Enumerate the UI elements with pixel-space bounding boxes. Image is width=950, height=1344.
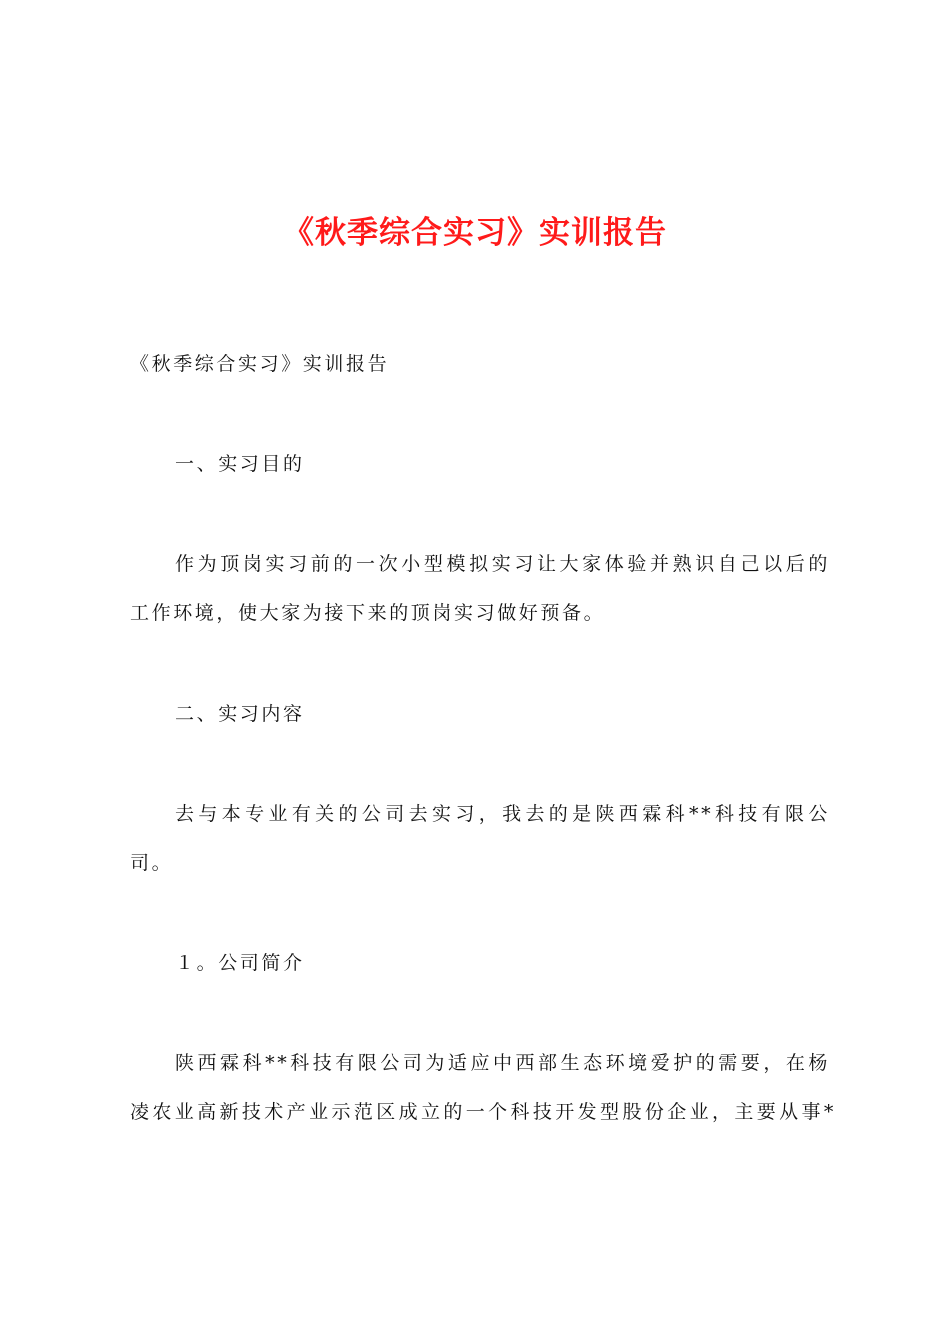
paragraph-line: 凌农业高新技术产业示范区成立的一个科技开发型股份企业，主要从事* bbox=[130, 1101, 836, 1123]
paragraph-line: 工作环境，使大家为接下来的顶岗实习做好预备。 bbox=[130, 602, 606, 624]
subsection-heading-company-intro: １。公司简介 bbox=[175, 952, 305, 974]
paragraph-line: 司。 bbox=[130, 852, 174, 874]
document-subtitle: 《秋季综合实习》实训报告 bbox=[130, 353, 390, 375]
document-title: 《秋季综合实习》实训报告 bbox=[283, 215, 667, 251]
section-heading-purpose: 一、实习目的 bbox=[175, 453, 305, 475]
paragraph-line: 陕西霖科**科技有限公司为适应中西部生态环境爱护的需要，在杨 bbox=[175, 1052, 830, 1074]
paragraph-line: 去与本专业有关的公司去实习，我去的是陕西霖科**科技有限公 bbox=[175, 803, 830, 825]
paragraph-line: 作为顶岗实习前的一次小型模拟实习让大家体验并熟识自己以后的 bbox=[175, 553, 830, 575]
section-heading-content: 二、实习内容 bbox=[175, 703, 305, 725]
